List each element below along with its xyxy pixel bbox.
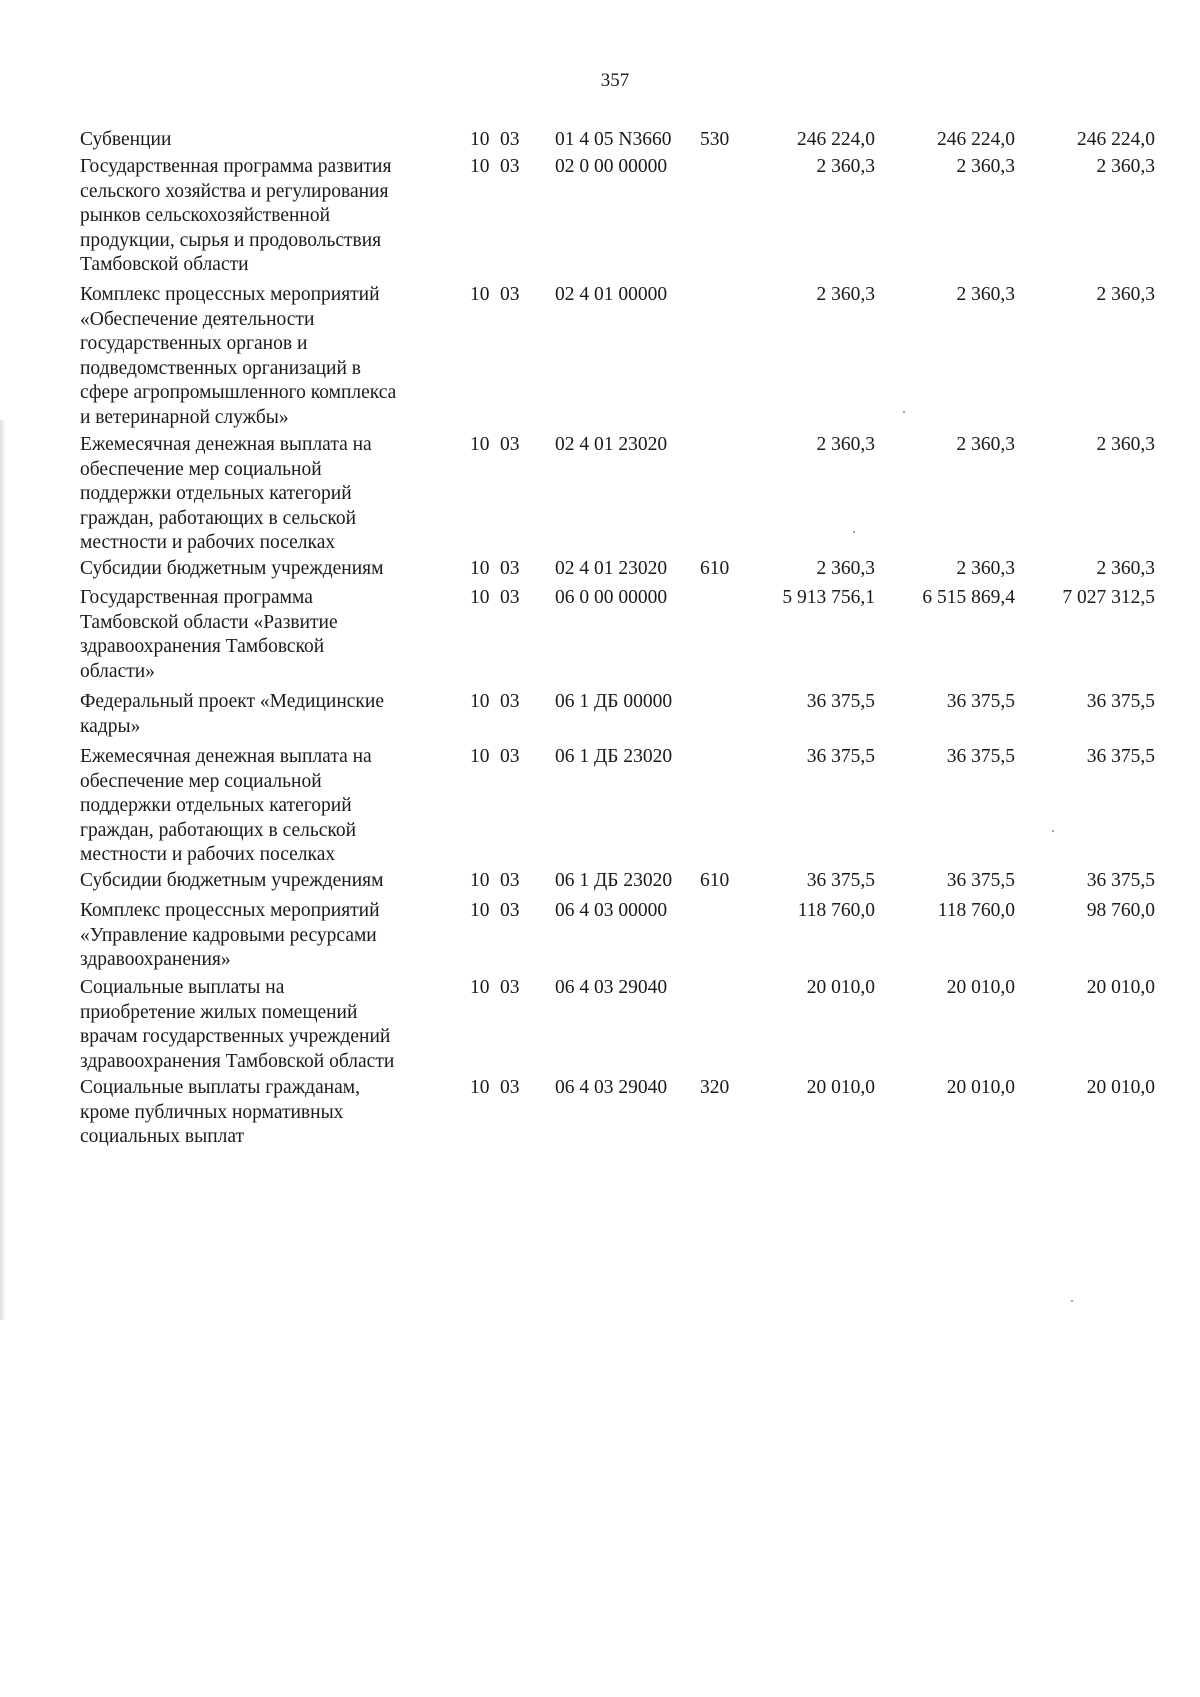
row-value-year3: 36 375,5 bbox=[1086, 746, 1155, 767]
row-value-year1: 20 010,0 bbox=[806, 977, 875, 998]
row-section: 10 bbox=[470, 870, 490, 891]
scan-speck bbox=[1071, 1300, 1073, 1302]
row-value-year2: 20 010,0 bbox=[946, 977, 1015, 998]
row-target-article: 02 0 00 00000 bbox=[555, 156, 668, 177]
row-value-year3: 2 360,3 bbox=[1096, 156, 1155, 177]
row-value-year2: 36 375,5 bbox=[946, 870, 1015, 891]
row-value-year1: 2 360,3 bbox=[816, 284, 875, 305]
row-section: 10 bbox=[470, 558, 490, 579]
row-subsection: 03 bbox=[500, 434, 520, 455]
row-value-year1: 36 375,5 bbox=[806, 691, 875, 712]
row-expense-type: 610 bbox=[700, 870, 730, 891]
row-name: Субвенции bbox=[80, 129, 172, 150]
row-subsection: 03 bbox=[500, 156, 520, 177]
scan-speck bbox=[903, 411, 905, 413]
row-value-year2: 20 010,0 bbox=[946, 1077, 1015, 1098]
row-section: 10 bbox=[470, 284, 490, 305]
row-value-year2: 2 360,3 bbox=[956, 156, 1015, 177]
scan-edge-shadow bbox=[0, 420, 6, 1320]
row-subsection: 03 bbox=[500, 870, 520, 891]
row-value-year3: 2 360,3 bbox=[1096, 284, 1155, 305]
row-subsection: 03 bbox=[500, 977, 520, 998]
row-target-article: 06 4 03 29040 bbox=[555, 1077, 668, 1098]
row-value-year3: 36 375,5 bbox=[1086, 691, 1155, 712]
row-target-article: 06 4 03 29040 bbox=[555, 977, 668, 998]
row-target-article: 06 1 ДБ 00000 bbox=[555, 691, 673, 712]
row-name: Субсидии бюджетным учреждениям bbox=[80, 558, 384, 579]
row-target-article: 06 1 ДБ 23020 bbox=[555, 746, 673, 767]
row-value-year2: 2 360,3 bbox=[956, 558, 1015, 579]
row-value-year1: 36 375,5 bbox=[806, 870, 875, 891]
row-section: 10 bbox=[470, 746, 490, 767]
row-value-year1: 118 760,0 bbox=[797, 900, 875, 921]
row-subsection: 03 bbox=[500, 587, 520, 608]
row-value-year1: 246 224,0 bbox=[797, 129, 875, 150]
row-section: 10 bbox=[470, 587, 490, 608]
row-value-year3: 2 360,3 bbox=[1096, 558, 1155, 579]
row-target-article: 06 0 00 00000 bbox=[555, 587, 668, 608]
row-section: 10 bbox=[470, 434, 490, 455]
row-name: Комплекс процессных мероприятий «Управление кадровыми ресурсами здравоохранения» bbox=[80, 900, 380, 970]
row-subsection: 03 bbox=[500, 691, 520, 712]
row-value-year1: 5 913 756,1 bbox=[782, 587, 875, 608]
row-value-year1: 2 360,3 bbox=[816, 434, 875, 455]
row-value-year3: 7 027 312,5 bbox=[1062, 587, 1155, 608]
row-value-year1: 2 360,3 bbox=[816, 156, 875, 177]
row-subsection: 03 bbox=[500, 900, 520, 921]
row-value-year1: 20 010,0 bbox=[806, 1077, 875, 1098]
row-section: 10 bbox=[470, 156, 490, 177]
row-value-year3: 20 010,0 bbox=[1086, 977, 1155, 998]
row-value-year3: 2 360,3 bbox=[1096, 434, 1155, 455]
page-number: 357 bbox=[600, 70, 630, 91]
row-value-year2: 2 360,3 bbox=[956, 284, 1015, 305]
row-target-article: 01 4 05 N3660 bbox=[555, 129, 672, 150]
row-subsection: 03 bbox=[500, 558, 520, 579]
row-target-article: 06 4 03 00000 bbox=[555, 900, 668, 921]
row-name: Субсидии бюджетным учреждениям bbox=[80, 870, 384, 891]
row-value-year2: 246 224,0 bbox=[937, 129, 1015, 150]
row-expense-type: 320 bbox=[700, 1077, 730, 1098]
row-subsection: 03 bbox=[500, 129, 520, 150]
row-name: Ежемесячная денежная выплата на обеспечение мер социальной поддержки отдельных категорий граждан, работающих в сельской местности и рабочих поселках bbox=[80, 434, 372, 553]
row-target-article: 02 4 01 23020 bbox=[555, 558, 668, 579]
row-value-year3: 20 010,0 bbox=[1086, 1077, 1155, 1098]
row-name: Комплекс процессных мероприятий «Обеспечение деятельности государственных органов и подведомственных организаций в сфере агропромышленного комплекса и ветеринарной службы» bbox=[80, 284, 397, 428]
row-expense-type: 530 bbox=[700, 129, 730, 150]
row-subsection: 03 bbox=[500, 746, 520, 767]
row-value-year1: 2 360,3 bbox=[816, 558, 875, 579]
row-value-year3: 36 375,5 bbox=[1086, 870, 1155, 891]
row-target-article: 02 4 01 23020 bbox=[555, 434, 668, 455]
row-target-article: 02 4 01 00000 bbox=[555, 284, 668, 305]
scan-speck bbox=[853, 531, 855, 533]
row-subsection: 03 bbox=[500, 1077, 520, 1098]
row-name: Социальные выплаты гражданам, кроме публичных нормативных социальных выплат bbox=[80, 1077, 361, 1147]
row-name: Государственная программа развития сельского хозяйства и регулирования рынков сельскохозяйственной продукции, сырья и продовольствия Тамбовской области bbox=[80, 156, 392, 275]
row-section: 10 bbox=[470, 900, 490, 921]
row-value-year2: 6 515 869,4 bbox=[922, 587, 1015, 608]
row-value-year2: 36 375,5 bbox=[946, 691, 1015, 712]
row-target-article: 06 1 ДБ 23020 bbox=[555, 870, 673, 891]
row-value-year2: 2 360,3 bbox=[956, 434, 1015, 455]
row-subsection: 03 bbox=[500, 284, 520, 305]
row-value-year2: 118 760,0 bbox=[937, 900, 1015, 921]
row-expense-type: 610 bbox=[700, 558, 730, 579]
row-section: 10 bbox=[470, 1077, 490, 1098]
scan-speck bbox=[1052, 830, 1054, 832]
row-name: Ежемесячная денежная выплата на обеспечение мер социальной поддержки отдельных категорий граждан, работающих в сельской местности и рабочих поселках bbox=[80, 746, 372, 865]
row-name: Социальные выплаты на приобретение жилых помещений врачам государственных учреждений здравоохранения Тамбовской области bbox=[80, 977, 395, 1072]
row-section: 10 bbox=[470, 129, 490, 150]
row-value-year1: 36 375,5 bbox=[806, 746, 875, 767]
row-value-year3: 98 760,0 bbox=[1086, 900, 1155, 921]
row-name: Государственная программа Тамбовской области «Развитие здравоохранения Тамбовской области» bbox=[80, 587, 338, 682]
row-value-year2: 36 375,5 bbox=[946, 746, 1015, 767]
row-name: Федеральный проект «Медицинские кадры» bbox=[80, 691, 384, 737]
row-section: 10 bbox=[470, 691, 490, 712]
row-value-year3: 246 224,0 bbox=[1077, 129, 1155, 150]
row-section: 10 bbox=[470, 977, 490, 998]
